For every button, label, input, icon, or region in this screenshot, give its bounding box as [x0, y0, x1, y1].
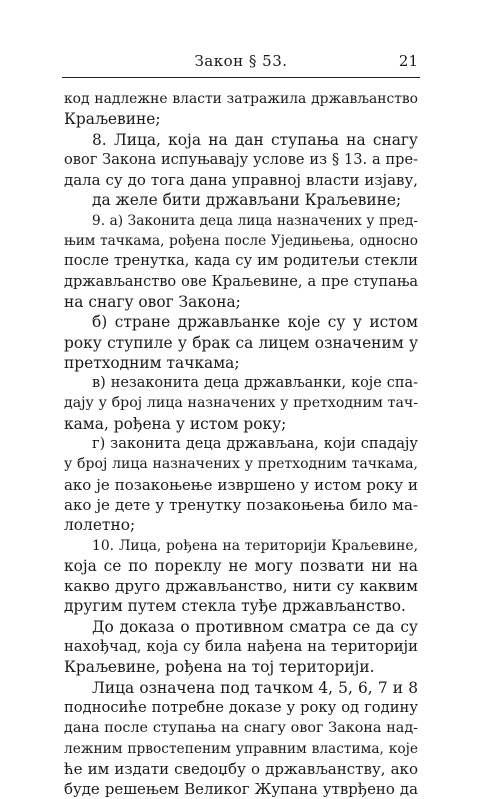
- text-line: дала су до тога дана управној власти изјаву,: [64, 171, 418, 190]
- text-line: нахођчад, која су била нађена на територији: [64, 638, 418, 656]
- text-line: у број лица назначених у претходним тачкама,: [64, 456, 418, 473]
- text-line: држављанство ове Краљевине, а пре ступања: [64, 273, 418, 290]
- text-line: ако је позакоњење извршено у истом року и: [64, 475, 418, 494]
- text-line: после тренутка, када су им родитељи стекли: [64, 252, 418, 270]
- text-line: која се по пореклу не могу позвати ни на: [64, 556, 418, 575]
- text-line: року ступиле у брак са лицем означеним у: [64, 333, 418, 352]
- text-line: б) стране држављанке које су у истом: [92, 313, 418, 332]
- text-line: кама, рођена у истом року;: [64, 414, 287, 433]
- text-line: ће им издати сведоџбу о држављанству, ако: [64, 759, 418, 778]
- text-line: какво друго држављанство, нити су каквим: [64, 577, 418, 596]
- text-line: лолетно;: [64, 516, 136, 535]
- text-line: в) незаконита деца држављанки, које спа-: [92, 375, 418, 392]
- text-line: подносиће потребне доказе у року од годину: [64, 698, 418, 716]
- text-line: буде решењем Великог Жупана утврђено да: [64, 780, 418, 799]
- text-line: Лица означена под тачком 4, 5, 6, 7 и 8: [92, 678, 418, 697]
- text-line: 10. Лица, рођена на територији Краљевине,: [92, 537, 418, 554]
- text-line: 9. а) Законита деца лица назначених у пред-: [92, 212, 418, 229]
- text-line: дана после ступања на снагу овог Закона над-: [64, 720, 418, 737]
- running-header: [64, 52, 418, 74]
- text-line: 8. Лица, која на дан ступања на снагу: [92, 130, 418, 149]
- body-text: [64, 89, 418, 799]
- text-line: на снагу овог Закона;: [64, 292, 241, 311]
- text-line: код надлежне власти затражила држављанство: [64, 91, 418, 107]
- text-line: њим тачкама, рођена после Уједињења, односно: [64, 233, 418, 250]
- text-line: Краљевине, рођена на тој територији.: [64, 658, 375, 677]
- text-line: ако је дете у тренутку позакоњења било ма-: [64, 495, 418, 514]
- text-line: другим путем стекла туђе држављанство.: [64, 597, 406, 616]
- text-line: До доказа о противном сматра се да су: [92, 617, 418, 636]
- header-rule: [62, 77, 420, 78]
- text-line: претходним тачкама;: [64, 353, 240, 372]
- text-line: лежним првостепеним управним властима, које: [64, 740, 418, 757]
- text-line: Краљевине;: [64, 110, 161, 129]
- running-title: Закон § 53.: [194, 52, 288, 70]
- text-line: да желе бити држављани Краљевине;: [92, 191, 402, 210]
- text-line: дају у број лица назначених у претходним тач-: [64, 395, 418, 412]
- text-line: овог Закона испуњавају услове из § 13. а пре-: [64, 150, 418, 168]
- page-number: 21: [398, 52, 418, 70]
- text-line: г) законита деца држављана, који спадају: [92, 435, 418, 453]
